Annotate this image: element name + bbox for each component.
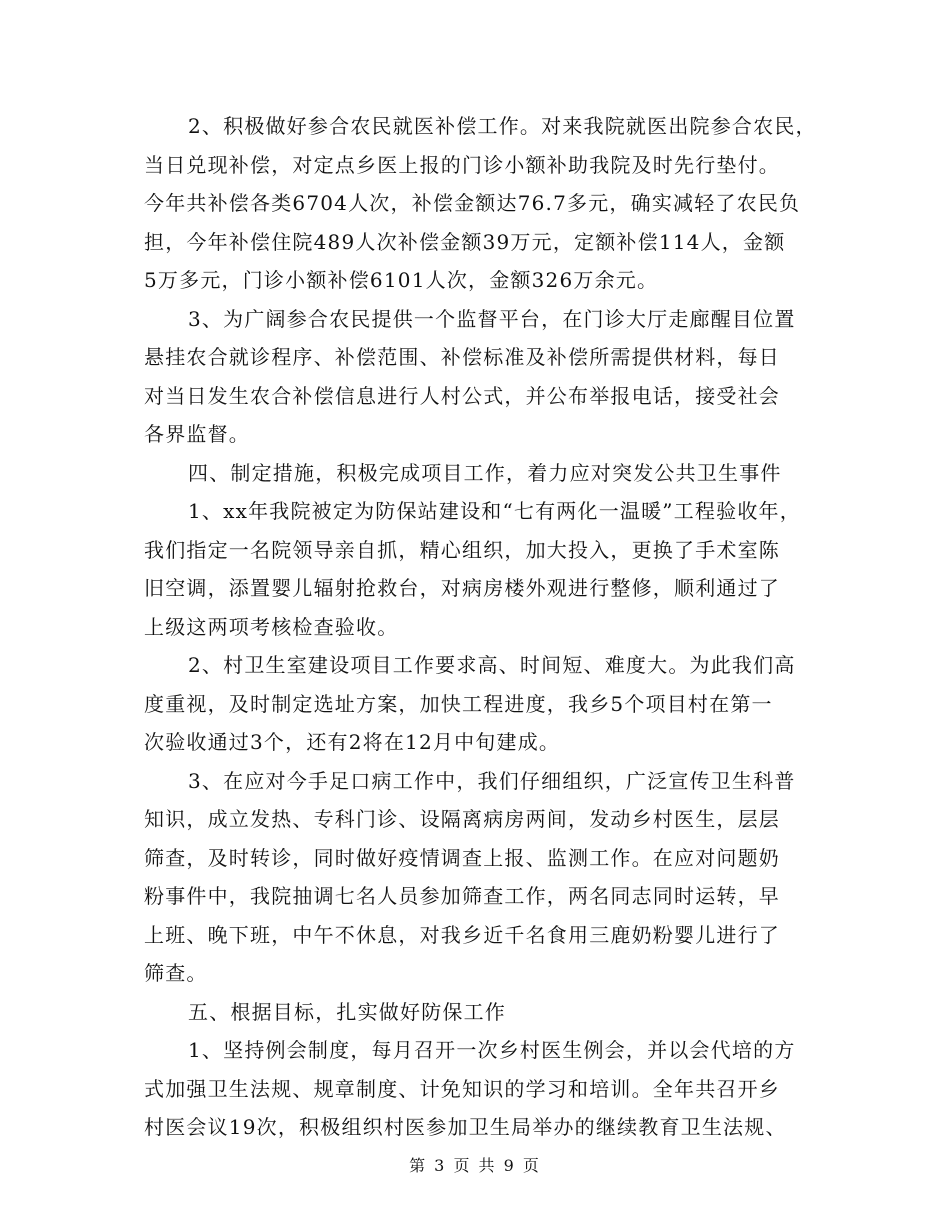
text-line: 筛查，及时转诊，同时做好疫情调查上报、监测工作。在应对问题奶 — [144, 845, 780, 870]
text-line: 3、为广阔参合农民提供一个监督平台，在门诊大厅走廊醒目位置 — [188, 306, 796, 331]
text-line: 今年共补偿各类6704人次，补偿金额达76.7多元，确实减轻了农民负 — [144, 191, 801, 215]
text-line: 筛查。 — [144, 961, 208, 985]
text-line: 3、在应对今手足口病工作中，我们仔细组织，广泛宣传卫生科普 — [188, 768, 796, 793]
section-heading: 四、制定措施，积极完成项目工作，着力应对突发公共卫生事件 — [188, 460, 782, 485]
text-line: 当日兑现补偿，对定点乡医上报的门诊小额补助我院及时先行垫付。 — [144, 152, 780, 177]
page-number-footer: 第 3 页 共 9 页 — [409, 1156, 541, 1175]
text-line: 旧空调，添置婴儿辐射抢救台，对病房楼外观进行整修，顺利通过了 — [144, 576, 780, 600]
text-line: 上班、晚下班，中午不休息，对我乡近千名食用三鹿奶粉婴儿进行了 — [144, 922, 780, 947]
text-line: 各界监督。 — [144, 422, 250, 446]
text-line: 2、积极做好参合农民就医补偿工作。对来我院就医出院参合农民， — [188, 114, 817, 138]
text-line: 上级这两项考核检查验收。 — [144, 614, 399, 639]
text-line: 村医会议19次，积极组织村医参加卫生局举办的继续教育卫生法规、 — [144, 1115, 787, 1139]
text-line: 我们指定一名院领导亲自抓，精心组织，加大投入，更换了手术室陈 — [144, 537, 780, 562]
text-line: 对当日发生农合补偿信息进行人村公式，并公布举报电话，接受社会 — [144, 383, 780, 408]
text-line: 度重视，及时制定选址方案，加快工程进度，我乡5个项目村在第一 — [144, 691, 773, 716]
document-body — [144, 107, 824, 1147]
text-line: 1、坚持例会制度，每月召开一次乡村医生例会，并以会代培的方 — [188, 1038, 796, 1062]
text-line: 1、xx年我院被定为防保站建设和“七有两化一温暖”工程验收年， — [188, 499, 801, 523]
text-line: 2、村卫生室建设项目工作要求高、时间短、难度大。为此我们高 — [188, 653, 796, 677]
text-line: 粉事件中，我院抽调七名人员参加筛查工作，两名同志同时运转，早 — [144, 884, 780, 908]
text-line: 次验收通过3个，还有2将在12月中旬建成。 — [144, 730, 561, 754]
text-line: 5万多元，门诊小额补偿6101人次，金额326万余元。 — [144, 268, 659, 292]
text-line: 担，今年补偿住院489人次补偿金额39万元，定额补偿114人，金额 — [144, 229, 786, 254]
text-line: 知识，成立发热、专科门诊、设隔离病房两间，发动乡村医生，层层 — [144, 807, 780, 831]
section-heading: 五、根据目标，扎实做好防保工作 — [188, 999, 506, 1024]
text-line: 式加强卫生法规、规章制度、计免知识的学习和培训。全年共召开乡 — [144, 1076, 780, 1101]
text-line: 悬挂农合就诊程序、补偿范围、补偿标准及补偿所需提供材料，每日 — [144, 345, 780, 369]
